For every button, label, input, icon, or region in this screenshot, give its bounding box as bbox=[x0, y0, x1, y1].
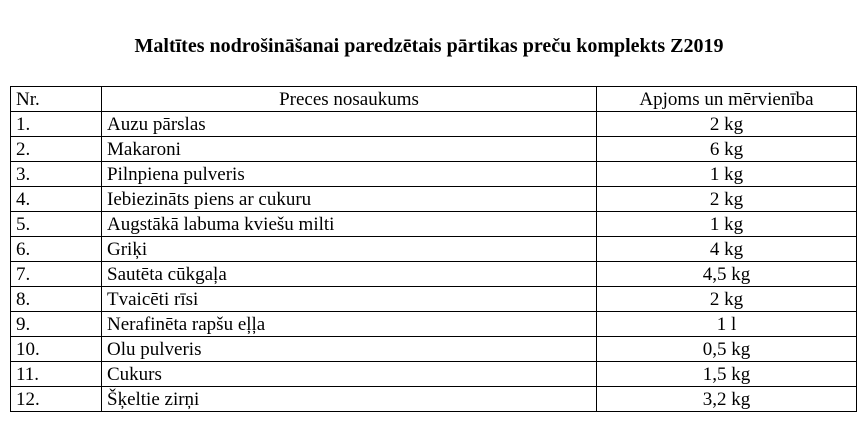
row-name: Augstākā labuma kviešu milti bbox=[102, 212, 597, 237]
header-name: Preces nosaukums bbox=[102, 87, 597, 112]
row-qty: 6 kg bbox=[597, 137, 857, 162]
row-qty: 1 l bbox=[597, 312, 857, 337]
row-name: Olu pulveris bbox=[102, 337, 597, 362]
table-row bbox=[11, 187, 857, 212]
row-nr: 11. bbox=[11, 362, 102, 387]
table-row bbox=[11, 262, 857, 287]
row-nr: 4. bbox=[11, 187, 102, 212]
row-nr: 7. bbox=[11, 262, 102, 287]
row-qty: 1,5 kg bbox=[597, 362, 857, 387]
header-qty: Apjoms un mērvienība bbox=[597, 87, 857, 112]
table-row bbox=[11, 162, 857, 187]
row-qty: 2 kg bbox=[597, 287, 857, 312]
row-qty: 4 kg bbox=[597, 237, 857, 262]
row-nr: 9. bbox=[11, 312, 102, 337]
row-name: Auzu pārslas bbox=[102, 112, 597, 137]
table-row bbox=[11, 337, 857, 362]
row-qty: 2 kg bbox=[597, 112, 857, 137]
row-name: Griķi bbox=[102, 237, 597, 262]
table-row bbox=[11, 362, 857, 387]
row-qty: 4,5 kg bbox=[597, 262, 857, 287]
row-nr: 8. bbox=[11, 287, 102, 312]
row-name: Makaroni bbox=[102, 137, 597, 162]
table-row bbox=[11, 137, 857, 162]
table-row bbox=[11, 112, 857, 137]
row-name: Šķeltie zirņi bbox=[102, 387, 597, 412]
row-qty: 0,5 kg bbox=[597, 337, 857, 362]
row-name: Cukurs bbox=[102, 362, 597, 387]
row-nr: 3. bbox=[11, 162, 102, 187]
row-nr: 5. bbox=[11, 212, 102, 237]
row-qty: 1 kg bbox=[597, 162, 857, 187]
row-nr: 10. bbox=[11, 337, 102, 362]
table-header-row bbox=[11, 87, 857, 112]
row-name: Sautēta cūkgaļa bbox=[102, 262, 597, 287]
table-row bbox=[11, 312, 857, 337]
row-name: Nerafinēta rapšu eļļa bbox=[102, 312, 597, 337]
table-row bbox=[11, 387, 857, 412]
row-nr: 2. bbox=[11, 137, 102, 162]
row-name: Tvaicēti rīsi bbox=[102, 287, 597, 312]
row-qty: 1 kg bbox=[597, 212, 857, 237]
goods-table bbox=[10, 86, 857, 412]
table-row bbox=[11, 212, 857, 237]
row-nr: 12. bbox=[11, 387, 102, 412]
table-row bbox=[11, 237, 857, 262]
row-nr: 6. bbox=[11, 237, 102, 262]
header-nr: Nr. bbox=[11, 87, 102, 112]
row-nr: 1. bbox=[11, 112, 102, 137]
row-name: Pilnpiena pulveris bbox=[102, 162, 597, 187]
row-qty: 2 kg bbox=[597, 187, 857, 212]
table-row bbox=[11, 287, 857, 312]
document-title: Maltītes nodrošināšanai paredzētais pārtikas preču komplekts Z2019 bbox=[134, 35, 724, 57]
row-qty: 3,2 kg bbox=[597, 387, 857, 412]
row-name: Iebiezināts piens ar cukuru bbox=[102, 187, 597, 212]
